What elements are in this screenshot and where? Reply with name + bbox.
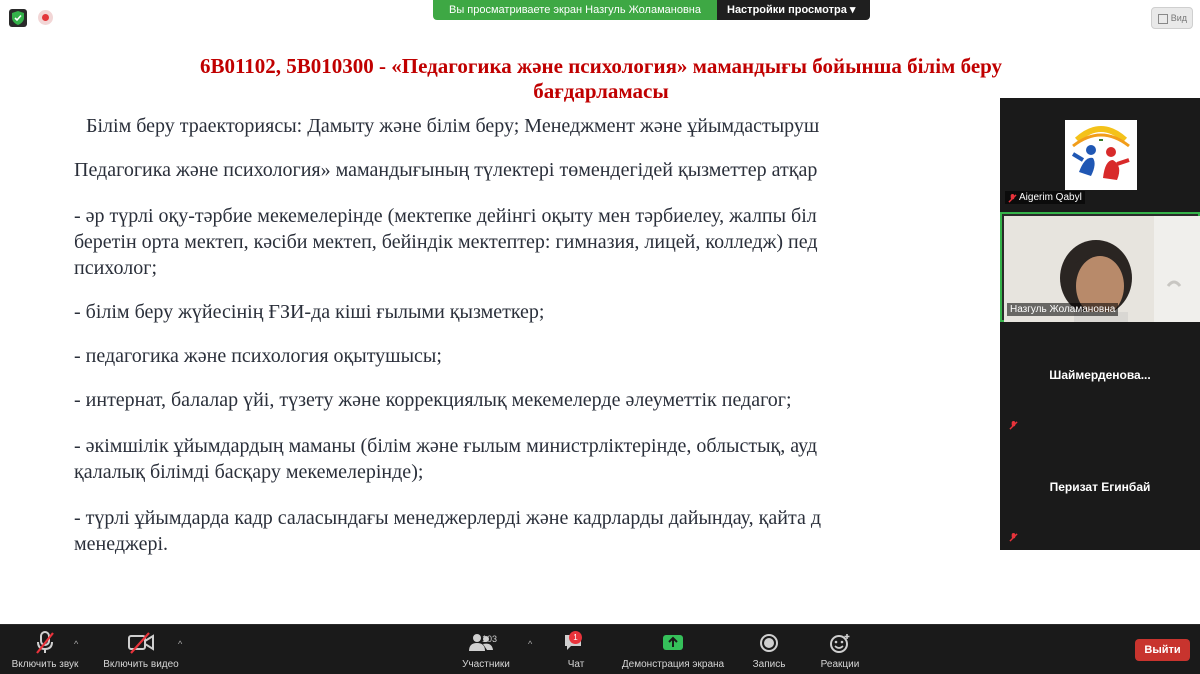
participant-tile[interactable]	[1000, 436, 1200, 546]
record-label: Запись	[752, 659, 786, 670]
chevron-down-icon: ▾	[849, 4, 856, 16]
participant-name-label: Шаймерденова...	[1049, 368, 1151, 382]
participant-name-label: Aigerim Qabyl	[1019, 192, 1082, 203]
record-icon	[746, 629, 792, 655]
leave-meeting-button[interactable]: Выйти	[1135, 639, 1190, 661]
slide-title-line: бағдарламасы	[533, 79, 669, 103]
slide-line: психолог;	[74, 257, 157, 279]
slide-line: қалалық білімді басқару мекемелерінде);	[74, 461, 424, 483]
slide-line: беретін орта мектеп, кәсіби мектеп, бейіндік мектептер: гимназия, лицей, колледж) пед	[74, 231, 818, 253]
mic-muted-icon	[1008, 194, 1017, 203]
slide-line: - педагогика және психология оқытушысы;	[74, 345, 442, 367]
share-screen-label: Демонстрация экрана	[621, 659, 725, 670]
participants-count: 103	[482, 634, 498, 644]
mic-muted-icon	[1009, 421, 1018, 430]
chat-button[interactable]	[558, 629, 594, 673]
participant-name-label: Назгуль Жоламановна	[1010, 304, 1116, 315]
reactions-button[interactable]	[812, 629, 868, 673]
slide-line: Педагогика және психология» мамандығының түлектері төмендегідей қызметтер атқар	[74, 159, 818, 181]
video-off-icon	[98, 629, 184, 655]
mic-muted-icon	[1009, 533, 1018, 542]
share-screen-icon	[614, 629, 732, 655]
participant-name	[1005, 191, 1085, 204]
slide-line: - әр түрлі оқу-тәрбие мекемелерінде (мектепке дейінгі оқыту мен тәрбиелеу, жалпы біл	[74, 205, 817, 227]
reactions-icon	[812, 629, 868, 655]
participant-tile-active-speaker[interactable]	[1000, 212, 1200, 322]
mic-muted-icon	[6, 629, 84, 655]
chat-unread-badge: 1	[569, 631, 582, 644]
audio-options-caret-icon[interactable]: ^	[74, 639, 79, 649]
recording-indicator-icon[interactable]	[38, 10, 53, 25]
record-button[interactable]	[746, 629, 792, 673]
participant-name	[1007, 303, 1118, 316]
share-screen-button[interactable]	[614, 629, 732, 673]
unmute-button[interactable]	[6, 629, 84, 673]
slide-title	[120, 54, 1082, 104]
view-options-label: Настройки просмотра	[727, 4, 847, 16]
chat-label: Чат	[567, 659, 585, 670]
participant-tile[interactable]	[1000, 98, 1200, 208]
top-bar	[0, 0, 1200, 34]
participants-button[interactable]	[456, 629, 516, 673]
share-message: Вы просматриваете экран Назгуль Жоламановна	[433, 0, 717, 20]
start-video-label: Включить видео	[103, 659, 179, 670]
participant-name-label: Перизат Егинбай	[1049, 480, 1151, 494]
view-options-button[interactable]	[717, 0, 870, 20]
slide-title-line: 6В01102, 5В010300 - «Педагогика және психология» мамандығы бойынша білім беру	[199, 54, 1003, 78]
meeting-toolbar	[0, 624, 1200, 674]
slide-line: - білім беру жүйесінің ҒЗИ-да кіші ғылыми қызметкер;	[74, 301, 545, 323]
unmute-label: Включить звук	[11, 659, 79, 670]
sun-rays-icon	[1073, 129, 1129, 146]
slide-line: - түрлі ұйымдарда кадр саласындағы менеджерлерді және кадрларды дайындау, қайта д	[74, 507, 821, 529]
participants-label: Участники	[462, 659, 510, 670]
security-shield-icon[interactable]	[9, 9, 27, 27]
video-options-caret-icon[interactable]: ^	[178, 639, 183, 649]
participant-tile[interactable]	[1000, 324, 1200, 434]
screen-share-banner	[433, 0, 870, 20]
slide-line: - интернат, балалар үйі, түзету және коррекциялық мекемелерде әлеуметтік педагог;	[74, 389, 792, 411]
slide-line: Білім беру траекториясы: Дамыту және білім беру; Менеджмент және ұйымдастыруш	[86, 115, 820, 137]
participant-logo	[1065, 120, 1137, 190]
slide-line: - әкімшілік ұйымдардың маманы (білім және ғылым министрліктерінде, облыстық, ауд	[74, 435, 818, 457]
participant-video-panel	[1000, 98, 1200, 550]
view-button[interactable]: Вид	[1151, 7, 1193, 29]
reactions-label: Реакции	[820, 659, 860, 670]
slide-line: менеджері.	[74, 533, 169, 555]
participants-options-caret-icon[interactable]: ^	[528, 639, 533, 649]
start-video-button[interactable]	[98, 629, 184, 673]
